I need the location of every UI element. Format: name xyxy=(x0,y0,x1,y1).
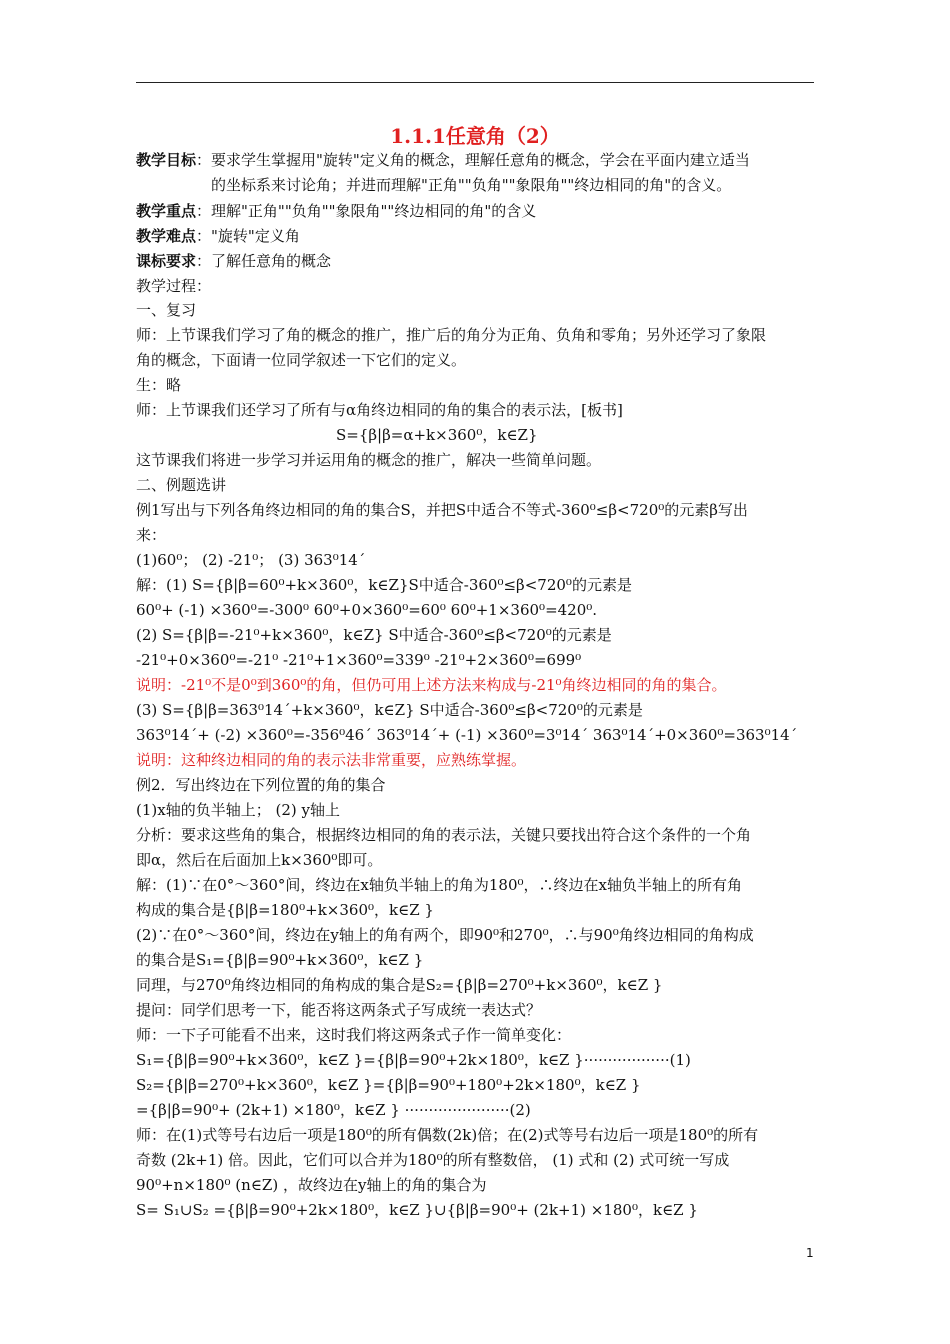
text-line xyxy=(136,398,623,422)
text-line xyxy=(136,748,526,772)
text-line xyxy=(136,224,300,248)
line-text: S={β|β=α+k×360⁰，k∈Z} xyxy=(336,426,538,444)
line-text: 师：在(1)式等号右边后一项是180⁰的所有偶数(2k)倍；在(2)式等号右边后一项是180⁰的所有 xyxy=(136,1126,759,1144)
line-text: 说明：这种终边相同的角的表示法非常重要，应熟练掌握。 xyxy=(136,751,527,769)
text-line xyxy=(136,274,211,298)
text-line xyxy=(136,1073,641,1097)
line-text: 的坐标系来讨论角；并进而理解"正角""负角""象限角""终边相同的角"的含义。 xyxy=(211,176,732,194)
line-text: 例2．写出终边在下列位置的角的集合 xyxy=(136,776,386,794)
line-text: (3) S={β|β=363⁰14ˊ+k×360⁰，k∈Z} S中适合-360⁰≤β<720⁰的元素是 xyxy=(136,701,643,719)
page-number: 1 xyxy=(806,1246,814,1260)
text-line xyxy=(136,1148,729,1172)
section-label: 教学重点 xyxy=(136,202,197,220)
line-text: 一、复习 xyxy=(136,301,197,319)
line-text: 师：上节课我们学习了角的概念的推广，推广后的角分为正角、负角和零角；另外还学习了象限 xyxy=(136,326,767,344)
line-text: (2)∵在0°～360°间，终边在y轴上的角有两个，即90⁰和270⁰，∴与90⁰角终边相同的角构成 xyxy=(136,926,754,944)
line-text: 构成的集合是{β|β=180⁰+k×360⁰，k∈Z } xyxy=(136,901,434,919)
text-line xyxy=(136,623,612,647)
line-text: ："旋转"定义角 xyxy=(196,227,300,245)
text-line xyxy=(136,773,386,797)
line-text: 说明：-21⁰不是0⁰到360⁰的角，但仍可用上述方法来构成与-21⁰角终边相同的角的集合。 xyxy=(136,676,727,694)
line-text: 解：(1)∵在0°～360°间，终边在x轴负半轴上的角为180⁰，∴终边在x轴负半轴上的所有角 xyxy=(136,876,742,894)
text-line xyxy=(136,573,632,597)
text-line xyxy=(136,548,365,572)
line-text: 解：(1) S={β|β=60⁰+k×360⁰，k∈Z}S中适合-360⁰≤β<720⁰的元素是 xyxy=(136,576,632,594)
text-line xyxy=(136,523,166,547)
text-line xyxy=(136,448,601,472)
text-line xyxy=(136,648,581,672)
text-line xyxy=(136,798,340,822)
line-text: 分析：要求这些角的集合，根据终边相同的角的表示法，关键只要找出符合这个条件的一个角 xyxy=(136,826,752,844)
text-line xyxy=(136,1098,531,1122)
line-text: S₂={β|β=270⁰+k×360⁰，k∈Z }={β|β=90⁰+180⁰+2k×180⁰，k∈Z } xyxy=(136,1076,641,1094)
line-text: 90⁰+n×180⁰ (n∈Z) ，故终边在y轴上的角的集合为 xyxy=(136,1176,487,1194)
text-line xyxy=(136,698,643,722)
text-line xyxy=(136,873,742,897)
line-text: (2) S={β|β=-21⁰+k×360⁰，k∈Z} S中适合-360⁰≤β<720⁰的元素是 xyxy=(136,626,612,644)
line-text: S₁={β|β=90⁰+k×360⁰，k∈Z }={β|β=90⁰+2k×180⁰，k∈Z }··················(1) xyxy=(136,1051,691,1069)
text-line xyxy=(136,898,434,922)
line-text: S= S₁∪S₂ ={β|β=90⁰+2k×180⁰，k∈Z }∪{β|β=90⁰+ (2k+1) ×180⁰，k∈Z } xyxy=(136,1201,698,1219)
line-text: (1)60⁰； (2) -21⁰； (3) 363⁰14ˊ xyxy=(136,551,366,569)
line-text: ：要求学生掌握用"旋转"定义角的概念，理解任意角的概念，学会在平面内建立适当 xyxy=(196,151,750,169)
text-line xyxy=(211,173,731,197)
line-text: ={β|β=90⁰+ (2k+1) ×180⁰，k∈Z } ······················(2) xyxy=(136,1101,531,1119)
text-line xyxy=(136,948,423,972)
text-line xyxy=(136,923,754,947)
text-line xyxy=(136,249,331,273)
section-label: 教学目标 xyxy=(136,151,197,169)
text-line xyxy=(136,1173,486,1197)
text-line xyxy=(136,498,748,522)
document-title: 1.1.1任意角（2） xyxy=(390,124,560,148)
line-text: (1)x轴的负半轴上； (2) y轴上 xyxy=(136,801,340,819)
text-line xyxy=(136,1123,758,1147)
line-text: 二、例题选讲 xyxy=(136,476,227,494)
line-text: 来： xyxy=(136,526,167,544)
text-line xyxy=(136,1198,698,1222)
text-line xyxy=(136,348,466,372)
text-line xyxy=(136,1023,571,1047)
header-rule xyxy=(136,82,814,83)
line-text: 即α，然后在后面加上k×360⁰即可。 xyxy=(136,851,383,869)
text-line xyxy=(136,598,597,622)
line-text: 奇数 (2k+1) 倍。因此，它们可以合并为180⁰的所有整数倍， (1) 式和 (2) 式可统一写成 xyxy=(136,1151,730,1169)
text-line xyxy=(136,473,226,497)
section-label: 课标要求 xyxy=(136,252,197,270)
line-text: 教学过程： xyxy=(136,277,212,295)
text-line xyxy=(136,199,536,223)
line-text: 60⁰+ (-1) ×360⁰=-300⁰ 60⁰+0×360⁰=60⁰ 60⁰+1×360⁰=420⁰. xyxy=(136,601,598,619)
text-line xyxy=(136,148,750,172)
line-text: ：理解"正角""负角""象限角""终边相同的角"的含义 xyxy=(196,202,537,220)
line-text: 例1写出与下列各角终边相同的角的集合S，并把S中适合不等式-360⁰≤β<720⁰的元素β写出 xyxy=(136,501,748,519)
text-line xyxy=(136,823,751,847)
text-line xyxy=(136,673,727,697)
text-line xyxy=(136,298,196,322)
line-text: ：了解任意角的概念 xyxy=(196,252,332,270)
text-line xyxy=(136,373,181,397)
line-text: 师：一下子可能看不出来，这时我们将这两条式子作一简单变化： xyxy=(136,1026,572,1044)
text-line xyxy=(136,973,662,997)
line-text: -21⁰+0×360⁰=-21⁰ -21⁰+1×360⁰=339⁰ -21⁰+2×360⁰=699⁰ xyxy=(136,651,582,669)
line-text: 生：略 xyxy=(136,376,182,394)
line-text: 提问：同学们思考一下，能否将这两条式子写成统一表达式？ xyxy=(136,1001,542,1019)
text-line xyxy=(136,848,382,872)
text-line xyxy=(136,998,541,1022)
line-text: 的集合是S₁={β|β=90⁰+k×360⁰，k∈Z } xyxy=(136,951,424,969)
line-text: 师：上节课我们还学习了所有与α角终边相同的角的集合的表示法，[板书] xyxy=(136,401,623,419)
section-label: 教学难点 xyxy=(136,227,197,245)
text-line xyxy=(136,323,766,347)
text-line xyxy=(136,723,797,747)
text-line xyxy=(136,1048,691,1072)
line-text: 同理，与270⁰角终边相同的角构成的集合是S₂={β|β=270⁰+k×360⁰，k∈Z } xyxy=(136,976,663,994)
text-line xyxy=(336,423,538,447)
line-text: 角的概念，下面请一位同学叙述一下它们的定义。 xyxy=(136,351,467,369)
line-text: 363⁰14ˊ+ (-2) ×360⁰=-356⁰46ˊ 363⁰14ˊ+ (-1) ×360⁰=3⁰14ˊ 363⁰14ˊ+0×360⁰=363⁰14ˊ xyxy=(136,726,798,744)
line-text: 这节课我们将进一步学习并运用角的概念的推广，解决一些简单问题。 xyxy=(136,451,602,469)
